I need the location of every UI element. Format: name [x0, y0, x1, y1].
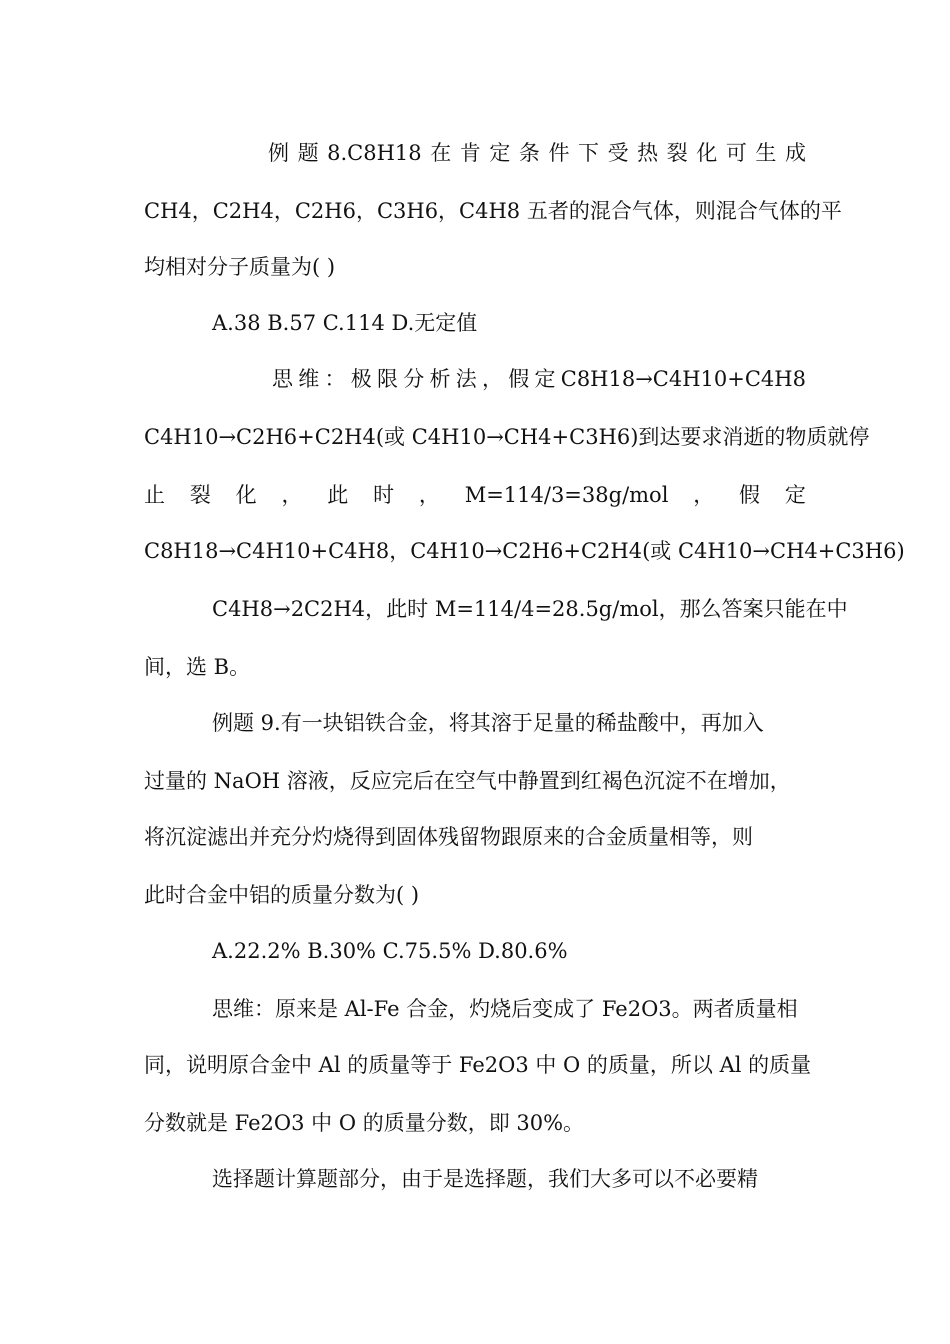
q8-stem-line-1-token: 受 [607, 141, 629, 165]
q8-stem-line-1-token: 在 [430, 141, 452, 165]
q8-think-line-3-token: ， [281, 483, 303, 507]
q9-stem-line-3: 将沉淀滤出并充分灼烧得到固体残留物跟原来的合金质量相等，则 [144, 825, 753, 849]
q8-think-line-3-token: ， [693, 483, 715, 507]
q8-think-line-1-token: C8H18→C4H10+C4H8 [560, 367, 806, 391]
q8-stem-line-2: CH4，C2H4，C2H6，C3H6，C4H8 五者的混合气体，则混合气体的平 [144, 199, 842, 223]
q9-think-line-2: 同，说明原合金中 Al 的质量等于 Fe2O3 中 O 的质量，所以 Al 的质量 [144, 1053, 812, 1077]
q9-stem-line-1: 例题 9.有一块铝铁合金，将其溶于足量的稀盐酸中，再加入 [212, 711, 764, 735]
q8-stem-line-1-token: 条 [518, 141, 540, 165]
q8-think-line-3-token: 此 [327, 483, 349, 507]
q8-stem-line-1 [268, 138, 806, 168]
q8-think-line-1-token: ： [324, 367, 346, 391]
q8-think-line-1 [272, 364, 806, 394]
q8-think-line-5: C4H8→2C2H4，此时 M=114/4=28.5g/mol，那么答案只能在中 [212, 597, 848, 621]
q8-think-line-3-token: 止 [144, 483, 165, 507]
q8-think-line-1-token: 极 [350, 367, 372, 391]
q8-stem-line-3: 均相对分子质量为( ) [144, 255, 336, 279]
q8-stem-line-1-token: 例 [268, 141, 289, 165]
q8-stem-line-1-token: 裂 [666, 141, 688, 165]
q8-think-line-1-token: 法 [455, 367, 477, 391]
q8-think-line-6: 间，选 B。 [144, 655, 251, 679]
q8-think-line-3 [144, 480, 806, 510]
q8-think-line-1-token: ， [482, 367, 503, 391]
q9-stem-line-4: 此时合金中铝的质量分数为( ) [144, 883, 420, 907]
q8-stem-line-1-token: 成 [784, 141, 806, 165]
q8-think-line-4: C8H18→C4H10+C4H8，C4H10→C2H6+C2H4(或 C4H10→CH4+C3H6) [144, 539, 905, 563]
q8-think-line-1-token: 维 [298, 367, 320, 391]
q8-think-line-3-token: 裂 [189, 483, 211, 507]
q8-think-line-2: C4H10→C2H6+C2H4(或 C4H10→CH4+C3H6)到达要求消逝的物质就停 [144, 425, 870, 449]
q8-think-line-1-token: 假 [508, 367, 530, 391]
q8-stem-line-1-token: 热 [637, 141, 659, 165]
q9-options: A.22.2% B.30% C.75.5% D.80.6% [212, 939, 568, 963]
q8-think-line-1-token: 定 [534, 367, 556, 391]
q8-stem-line-1-token: 下 [578, 141, 599, 165]
q8-think-line-1-token: 思 [272, 367, 293, 391]
q9-stem-line-2: 过量的 NaOH 溶液，反应完后在空气中静置到红褐色沉淀不在增加， [144, 769, 791, 793]
q8-think-line-3-token: 化 [235, 483, 257, 507]
q8-stem-line-1-token: 题 [297, 141, 319, 165]
q8-stem-line-1-token: 可 [725, 141, 747, 165]
q8-stem-line-1-token: 生 [755, 141, 777, 165]
q8-stem-line-1-token: 化 [696, 141, 718, 165]
q9-think-line-1: 思维：原来是 Al-Fe 合金，灼烧后变成了 Fe2O3。两者质量相 [212, 997, 798, 1021]
q8-stem-line-1-token: 8.C8H18 [327, 141, 422, 165]
q8-stem-line-1-token: 肯 [459, 141, 481, 165]
q8-think-line-1-token: 析 [429, 367, 451, 391]
q9-think-line-3: 分数就是 Fe2O3 中 O 的质量分数，即 30%。 [144, 1111, 585, 1135]
q8-think-line-3-token: M=114/3=38g/mol [464, 483, 669, 507]
q8-think-line-1-token: 分 [403, 367, 425, 391]
q8-stem-line-1-token: 定 [489, 141, 511, 165]
q8-stem-line-1-token: 件 [548, 141, 570, 165]
closing-line-1: 选择题计算题部分，由于是选择题，我们大多可以不必要精 [212, 1167, 758, 1191]
q8-think-line-1-token: 限 [377, 367, 398, 391]
q8-think-line-3-token: ， [418, 483, 440, 507]
q8-think-line-3-token: 时 [373, 483, 395, 507]
q8-think-line-3-token: 定 [784, 483, 806, 507]
q8-options: A.38 B.57 C.114 D.无定值 [212, 311, 478, 335]
q8-think-line-3-token: 假 [739, 483, 761, 507]
